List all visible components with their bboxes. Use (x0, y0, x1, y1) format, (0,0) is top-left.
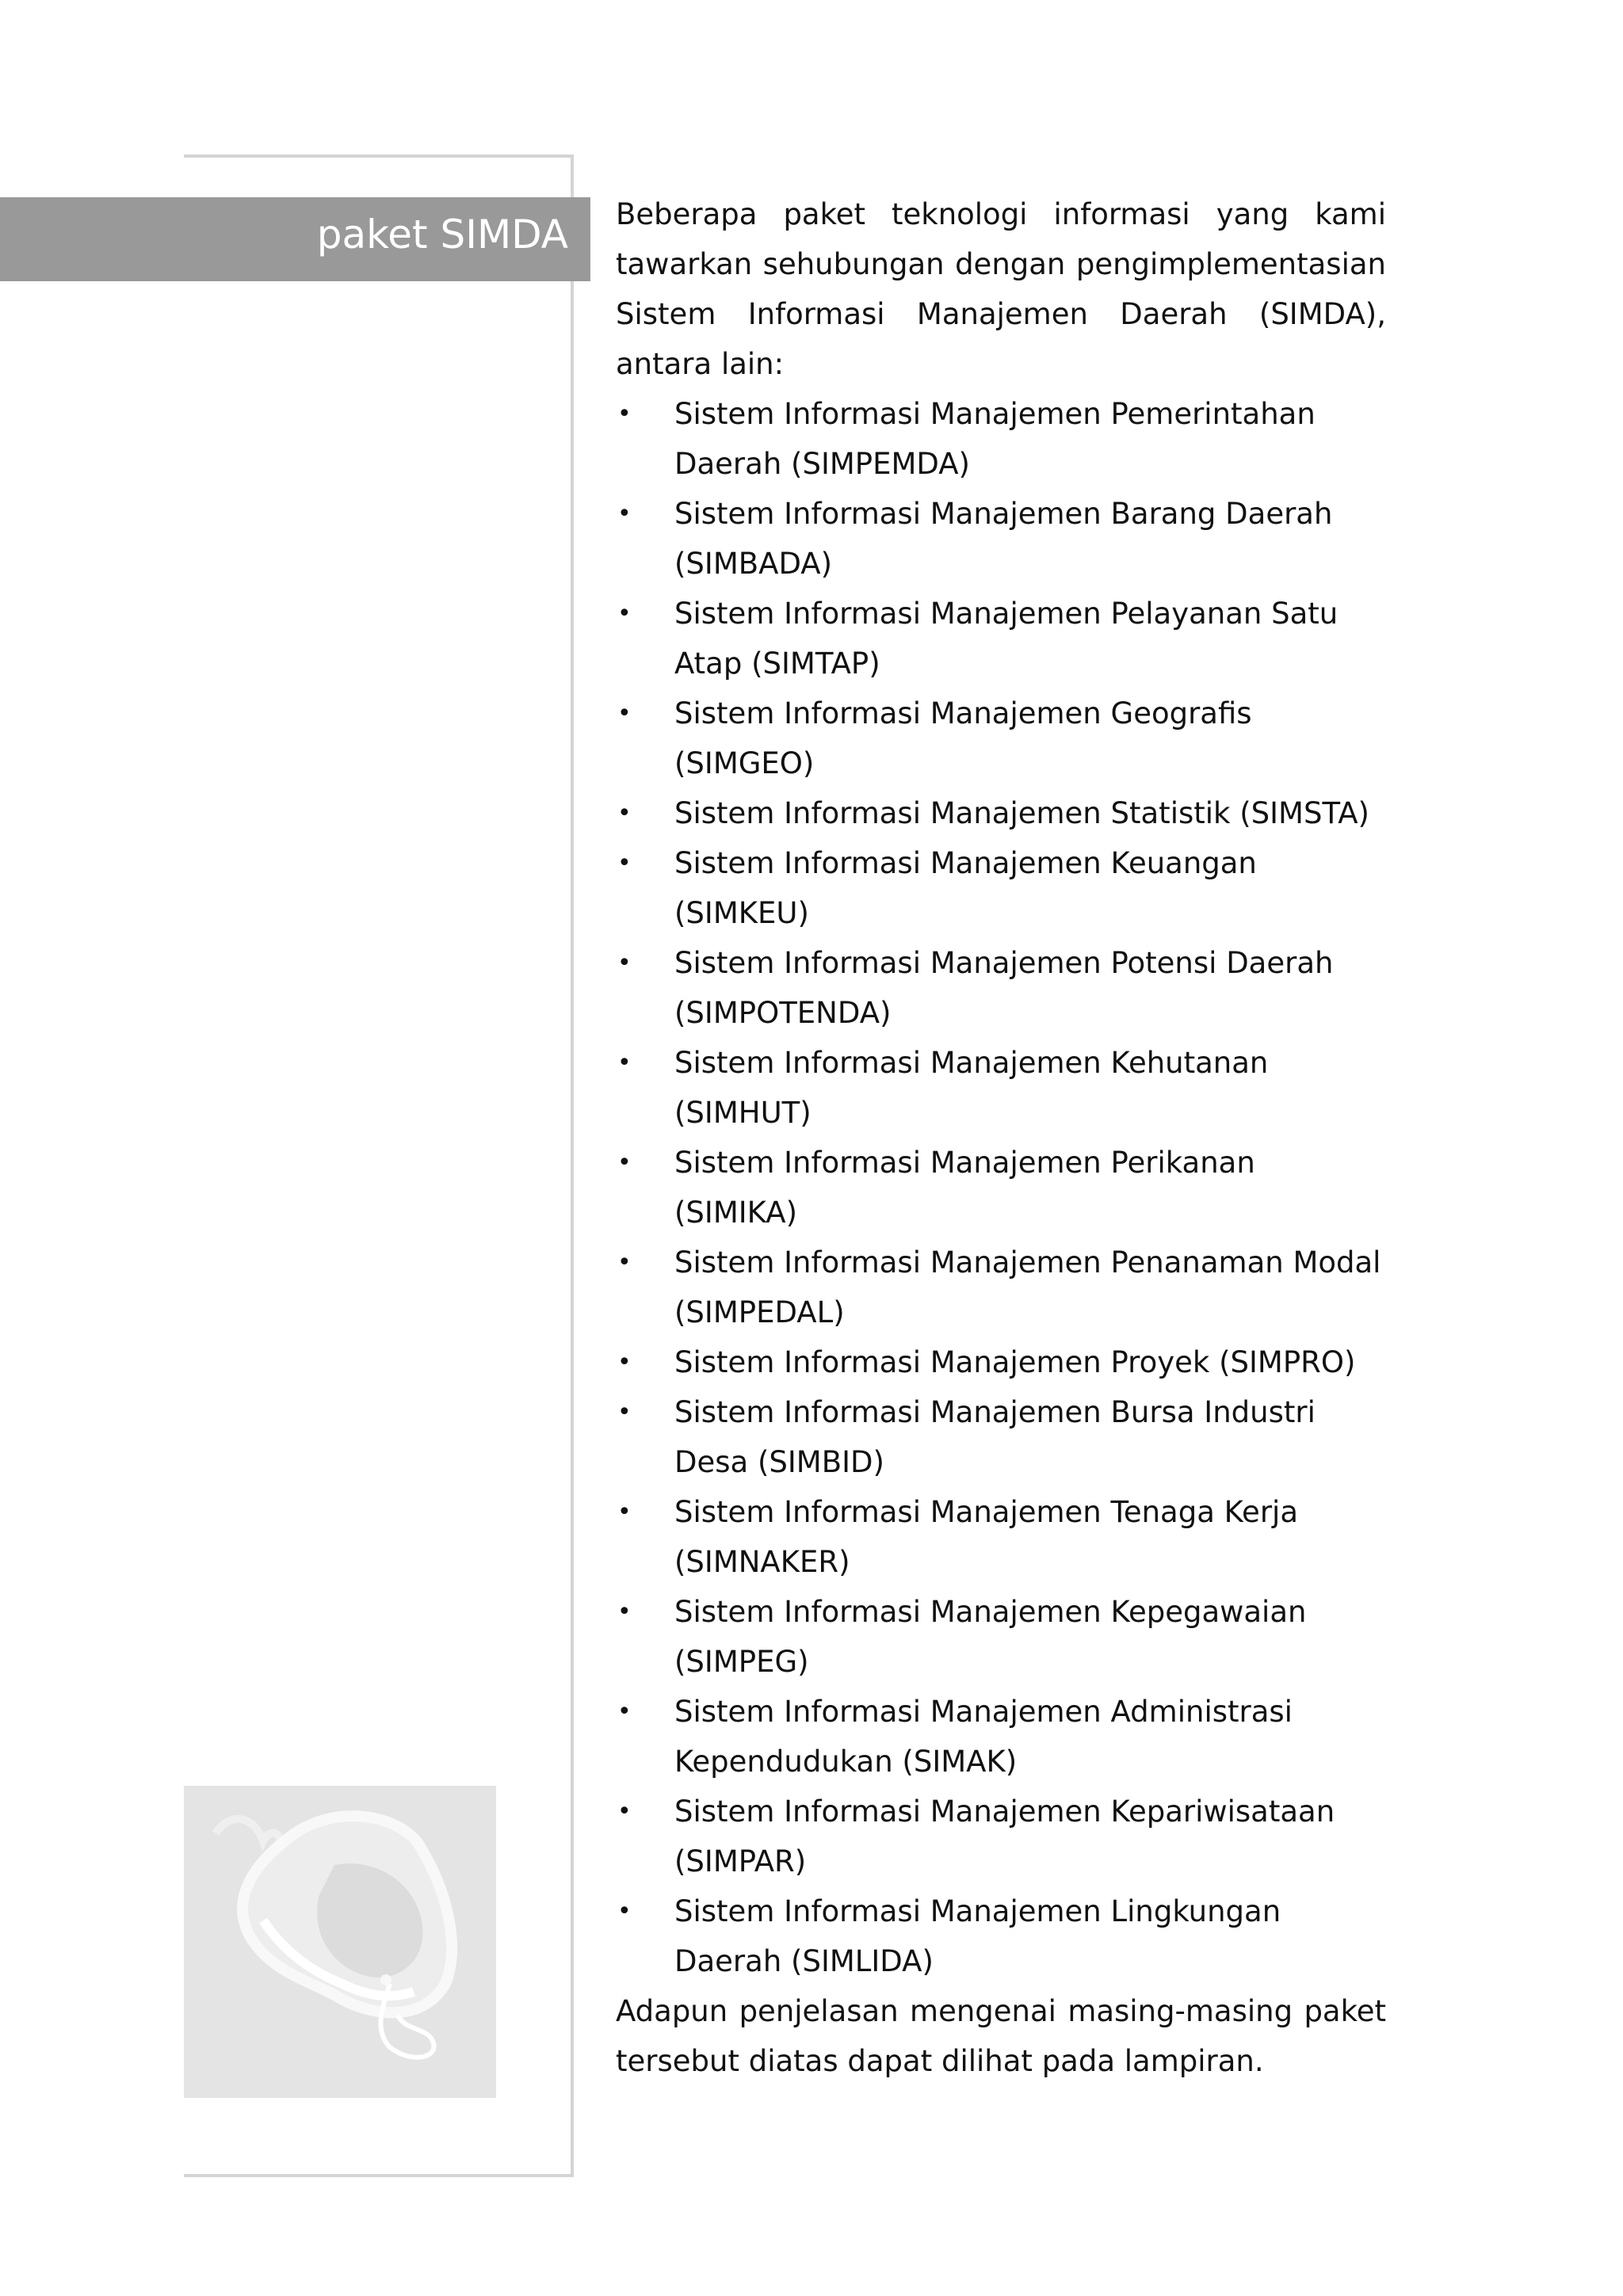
list-item (616, 1687, 1386, 1787)
plastic-bag-image (184, 1786, 496, 2098)
list-item-label: Sistem Informasi Manajemen Proyek (SIMPRO) (674, 1345, 1356, 1379)
frame-bottom-border (184, 2174, 574, 2177)
bullet-icon: • (617, 949, 632, 977)
list-item-label: Sistem Informasi Manajemen Kehutanan (SIMHUT) (674, 1046, 1269, 1130)
list-item-label: Sistem Informasi Manajemen Tenaga Kerja (SIMNAKER) (674, 1495, 1298, 1579)
bullet-icon: • (617, 1598, 632, 1626)
list-item (616, 1038, 1386, 1138)
bullet-icon: • (617, 1398, 632, 1426)
bullet-icon: • (617, 400, 632, 428)
list-item (616, 688, 1386, 788)
product-list (616, 389, 1386, 1986)
frame-top-border (184, 154, 574, 158)
list-item (616, 1787, 1386, 1886)
bullet-icon: • (617, 849, 632, 877)
list-item-label: Sistem Informasi Manajemen Lingkungan Daerah (SIMLIDA) (674, 1894, 1281, 1978)
section-title: paket SIMDA (316, 212, 568, 257)
bullet-icon: • (617, 700, 632, 727)
bullet-icon: • (617, 1348, 632, 1376)
bullet-icon: • (617, 500, 632, 528)
list-item-label: Sistem Informasi Manajemen Bursa Industri Desa (SIMBID) (674, 1395, 1316, 1479)
list-item-label: Sistem Informasi Manajemen Statistik (SIMSTA) (674, 796, 1369, 830)
list-item-label: Sistem Informasi Manajemen Kepegawaian (SIMPEG) (674, 1595, 1307, 1679)
list-item (616, 1587, 1386, 1687)
list-item (616, 1337, 1386, 1387)
list-item (616, 489, 1386, 589)
list-item-label: Sistem Informasi Manajemen Barang Daerah (SIMBADA) (674, 497, 1333, 581)
bullet-icon: • (617, 1798, 632, 1825)
list-item (616, 1238, 1386, 1337)
list-item-label: Sistem Informasi Manajemen Geografis (SIMGEO) (674, 696, 1252, 780)
list-item (616, 1387, 1386, 1487)
list-item-label: Sistem Informasi Manajemen Keuangan (SIMKEU) (674, 846, 1257, 930)
list-item (616, 389, 1386, 489)
list-item (616, 838, 1386, 938)
bullet-icon: • (617, 1498, 632, 1526)
list-item (616, 1886, 1386, 1986)
list-item-label: Sistem Informasi Manajemen Potensi Daerah (SIMPOTENDA) (674, 946, 1334, 1030)
list-item-label: Sistem Informasi Manajemen Kepariwisataan (SIMPAR) (674, 1794, 1335, 1878)
list-item-label: Sistem Informasi Manajemen Pelayanan Satu Atap (SIMTAP) (674, 597, 1338, 681)
list-item-label: Sistem Informasi Manajemen Perikanan (SIMIKA) (674, 1146, 1255, 1230)
list-item (616, 1487, 1386, 1587)
section-title-band (0, 197, 590, 281)
list-item-label: Sistem Informasi Manajemen Pemerintahan Daerah (SIMPEMDA) (674, 397, 1316, 481)
decorative-photo (184, 1786, 496, 2098)
list-item-label: Sistem Informasi Manajemen Penanaman Modal (SIMPEDAL) (674, 1245, 1381, 1329)
bullet-icon: • (617, 1149, 632, 1177)
bullet-icon: • (617, 1249, 632, 1276)
closing-paragraph: Adapun penjelasan mengenai masing-masing paket tersebut diatas dapat dilihat pada lampiran. (616, 1994, 1386, 2078)
bullet-icon: • (617, 799, 632, 827)
list-item (616, 1138, 1386, 1238)
list-item-label: Sistem Informasi Manajemen Administrasi Kependudukan (SIMAK) (674, 1695, 1293, 1779)
list-item (616, 589, 1386, 688)
frame-right-border (571, 154, 574, 2177)
main-content (616, 189, 1386, 2086)
bullet-icon: • (617, 1698, 632, 1726)
list-item (616, 938, 1386, 1038)
bullet-icon: • (617, 600, 632, 627)
bullet-icon: • (617, 1897, 632, 1925)
list-item (616, 788, 1386, 838)
bullet-icon: • (617, 1049, 632, 1077)
intro-paragraph: Beberapa paket teknologi informasi yang kami tawarkan sehubungan dengan pengimplementasian Sistem Informasi Manajemen Daerah (SIMDA), antara lain: (616, 197, 1386, 381)
